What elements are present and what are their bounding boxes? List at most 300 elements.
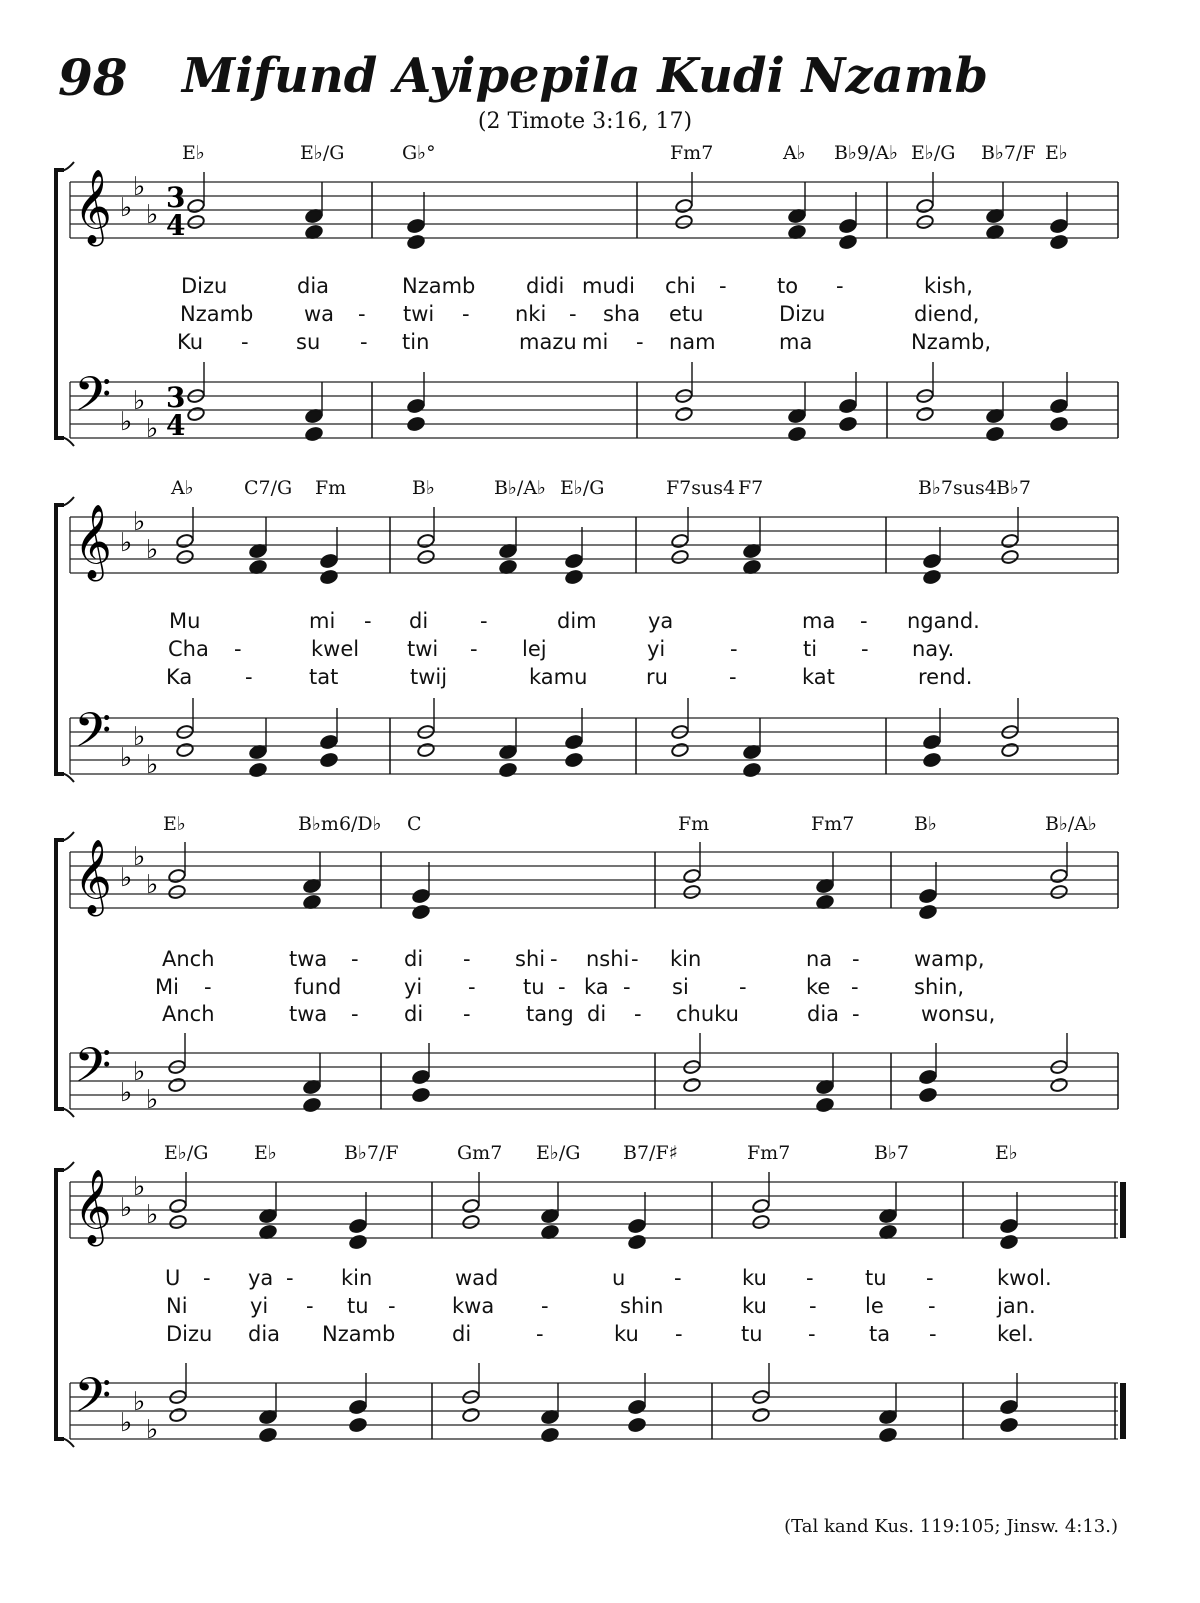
bass-note-head (1000, 1399, 1019, 1415)
lyric-hyphen: - (550, 947, 558, 971)
lyric-syllable: mudi (582, 274, 635, 298)
treble-clef-icon: 𝄞 (74, 170, 112, 244)
lyric-syllable: jan. (997, 1294, 1036, 1318)
chord-symbol: E♭/G (911, 142, 956, 164)
lyric-syllable: ta (869, 1322, 891, 1346)
bass-key-flat-icon: ♭ (146, 750, 159, 780)
treble-key-flat-icon: ♭ (146, 535, 159, 565)
chord-symbol: E♭/G (536, 1142, 581, 1164)
treble-note-head (683, 884, 702, 900)
lyric-syllable: mazu (519, 330, 577, 354)
lyric-hyphen: - (234, 637, 242, 661)
lyric-hyphen: - (730, 637, 738, 661)
bass-key-flat-icon: ♭ (120, 1408, 133, 1438)
lyric-hyphen: - (306, 1294, 314, 1318)
chord-symbol: C7/G (244, 477, 293, 499)
bass-note-head (1050, 1077, 1069, 1093)
bass-note-head (839, 398, 858, 414)
lyric-syllable: twa (289, 1002, 328, 1026)
treble-note-head (923, 553, 942, 569)
lyric-hyphen: - (926, 1266, 934, 1290)
bass-note-head (462, 1407, 481, 1423)
bass-note-head (839, 416, 858, 432)
treble-note-head (462, 1214, 481, 1230)
treble-key-flat-icon: ♭ (146, 1200, 159, 1230)
lyric-syllable: Anch (162, 947, 215, 971)
bass-note-head (349, 1399, 368, 1415)
lyric-syllable: Ni (166, 1294, 188, 1318)
treble-clef-icon: 𝄞 (74, 840, 112, 914)
lyric-syllable: Mi (155, 975, 179, 999)
treble-key-flat-icon: ♭ (120, 1193, 133, 1223)
lyric-hyphen: - (203, 1266, 211, 1290)
lyric-syllable: ke (806, 975, 831, 999)
bass-note-head (916, 406, 935, 422)
chord-symbol: B♭/A♭ (1045, 813, 1098, 835)
lyric-syllable: tat (309, 665, 339, 689)
bass-key-flat-icon: ♭ (146, 1415, 159, 1445)
chord-symbol: B♭7/F (981, 142, 1036, 164)
bass-key-flat-icon: ♭ (146, 414, 159, 444)
treble-note-head (916, 214, 935, 230)
bass-note-head (816, 1097, 835, 1113)
bass-note-head (919, 1087, 938, 1103)
chord-symbol: E♭/G (300, 142, 345, 164)
chord-symbol: B♭ (914, 813, 937, 835)
lyric-syllable: kwol. (997, 1266, 1052, 1290)
bass-note-head (412, 1069, 431, 1085)
bass-key-flat-icon: ♭ (133, 1387, 146, 1417)
lyric-hyphen: - (463, 947, 471, 971)
bass-note-head (1001, 742, 1020, 758)
lyric-syllable: shin (620, 1294, 664, 1318)
chord-symbol: Fm (678, 813, 710, 835)
bass-key-flat-icon: ♭ (133, 386, 146, 416)
bass-note-head (169, 1407, 188, 1423)
lyric-syllable: Nzamb, (911, 330, 992, 354)
bass-note-head (349, 1417, 368, 1433)
lyric-syllable: kish, (924, 274, 973, 298)
treble-note-head (752, 1198, 771, 1214)
lyric-hyphen: - (852, 947, 860, 971)
final-barline (1120, 1182, 1126, 1238)
treble-note-head (628, 1218, 647, 1234)
lyric-hyphen: - (536, 1322, 544, 1346)
chord-symbol: E♭ (995, 1142, 1018, 1164)
lyric-syllable: twa (289, 947, 328, 971)
time-signature-top: 3 (166, 181, 186, 214)
lyric-syllable: nki (515, 302, 547, 326)
lyric-syllable: rend. (918, 665, 973, 689)
lyric-syllable: mi (309, 609, 336, 633)
lyric-syllable: kin (341, 1266, 373, 1290)
lyric-hyphen: - (364, 609, 372, 633)
bass-note-head (412, 1087, 431, 1103)
lyric-syllable: ma (802, 609, 836, 633)
bass-note-head (923, 752, 942, 768)
lyric-syllable: su (296, 330, 321, 354)
lyric-hyphen: - (463, 1002, 471, 1026)
chord-symbol: B♭m6/D♭ (298, 813, 382, 835)
bass-note-head (683, 1077, 702, 1093)
system-4 (56, 1162, 1126, 1447)
treble-note-head (671, 549, 690, 565)
lyric-hyphen: - (860, 609, 868, 633)
chord-symbol: B♭ (412, 477, 435, 499)
lyric-syllable: nay. (912, 637, 955, 661)
lyric-syllable: ru (646, 665, 668, 689)
lyric-syllable: di (409, 609, 429, 633)
lyric-syllable: wad (455, 1266, 499, 1290)
treble-note-head (919, 888, 938, 904)
time-signature-bottom: 4 (166, 409, 186, 442)
treble-note-head (176, 533, 195, 549)
hymn-number: 98 (58, 48, 128, 107)
bass-note-head (986, 426, 1005, 442)
treble-note-head (1000, 1234, 1019, 1250)
lyric-syllable: diend, (914, 302, 980, 326)
lyric-syllable: ya (248, 1266, 274, 1290)
treble-key-flat-icon: ♭ (133, 1172, 146, 1202)
lyric-syllable: wonsu, (921, 1002, 996, 1026)
lyric-hyphen: - (852, 1002, 860, 1026)
treble-note-head (407, 218, 426, 234)
bass-note-head (305, 426, 324, 442)
bass-key-flat-icon: ♭ (146, 1085, 159, 1115)
treble-note-head (417, 533, 436, 549)
lyric-hyphen: - (351, 1002, 359, 1026)
bass-note-head (628, 1417, 647, 1433)
lyric-hyphen: - (636, 330, 644, 354)
treble-note-head (683, 868, 702, 884)
lyric-syllable: na (806, 947, 833, 971)
lyric-syllable: Cha (168, 637, 209, 661)
bass-note-head (671, 742, 690, 758)
lyric-hyphen: - (809, 1294, 817, 1318)
treble-key-flat-icon: ♭ (146, 200, 159, 230)
lyric-hyphen: - (851, 975, 859, 999)
bass-note-head (320, 752, 339, 768)
treble-key-flat-icon: ♭ (120, 863, 133, 893)
lyric-hyphen: - (480, 609, 488, 633)
chord-symbol: Gm7 (457, 1142, 503, 1164)
lyric-syllable: sha (603, 302, 641, 326)
treble-note-head (675, 198, 694, 214)
bass-clef-icon: 𝄢 (74, 702, 112, 770)
treble-key-flat-icon: ♭ (120, 193, 133, 223)
lyric-syllable: Ku (177, 330, 204, 354)
treble-clef-icon: 𝄞 (74, 1170, 112, 1244)
treble-note-head (462, 1198, 481, 1214)
treble-note-head (187, 198, 206, 214)
treble-key-flat-icon: ♭ (133, 507, 146, 537)
lyric-hyphen: - (351, 947, 359, 971)
lyric-syllable: Dizu (181, 274, 228, 298)
lyric-syllable: etu (669, 302, 704, 326)
system-bracket (56, 505, 64, 774)
lyric-syllable: kin (670, 947, 702, 971)
treble-note-head (628, 1234, 647, 1250)
treble-note-head (407, 234, 426, 250)
lyric-syllable: tu (347, 1294, 369, 1318)
chord-symbol: E♭ (1045, 142, 1068, 164)
lyric-syllable: twij (410, 665, 448, 689)
chord-symbol: F7 (738, 477, 764, 499)
lyric-syllable: didi (526, 274, 565, 298)
bass-note-head (259, 1427, 278, 1443)
lyric-hyphen: - (462, 302, 470, 326)
lyric-syllable: ti (803, 637, 818, 661)
treble-note-head (1000, 1218, 1019, 1234)
lyric-syllable: Nzamb (180, 302, 254, 326)
lyric-hyphen: - (245, 665, 253, 689)
chord-symbol: E♭ (163, 813, 186, 835)
lyric-syllable: ya (648, 609, 674, 633)
chord-symbol: B♭7/F (344, 1142, 399, 1164)
chord-symbol: Fm7 (670, 142, 714, 164)
treble-key-flat-icon: ♭ (133, 842, 146, 872)
lyric-syllable: wamp, (914, 947, 985, 971)
lyric-syllable: ma (779, 330, 813, 354)
treble-note-head (187, 214, 206, 230)
lyric-syllable: le (865, 1294, 884, 1318)
lyric-syllable: Dizu (779, 302, 826, 326)
bass-key-flat-icon: ♭ (120, 743, 133, 773)
bass-note-head (1050, 416, 1069, 432)
lyric-hyphen: - (569, 302, 577, 326)
lyric-syllable: wa (304, 302, 335, 326)
lyric-hyphen: - (558, 975, 566, 999)
treble-note-head (417, 549, 436, 565)
lyric-syllable: Ka (166, 665, 193, 689)
time-signature-top: 3 (166, 381, 186, 414)
lyric-syllable: di (452, 1322, 472, 1346)
lyric-syllable: tu (865, 1266, 887, 1290)
lyric-syllable: lej (522, 637, 547, 661)
lyric-hyphen: - (360, 330, 368, 354)
lyric-syllable: dia (297, 274, 330, 298)
lyric-syllable: kat (802, 665, 835, 689)
bass-note-head (320, 734, 339, 750)
treble-note-head (1050, 884, 1069, 900)
lyric-syllable: kel. (997, 1322, 1034, 1346)
lyric-syllable: kwa (452, 1294, 495, 1318)
lyric-hyphen: - (674, 1266, 682, 1290)
chord-symbol: C (407, 813, 422, 835)
treble-note-head (320, 553, 339, 569)
bass-note-head (249, 762, 268, 778)
lyric-hyphen: - (204, 975, 212, 999)
treble-note-head (176, 549, 195, 565)
chord-symbol: Fm7 (747, 1142, 791, 1164)
lyric-syllable: si (672, 975, 689, 999)
treble-note-head (675, 214, 694, 230)
treble-key-flat-icon: ♭ (146, 870, 159, 900)
bass-note-head (407, 398, 426, 414)
bass-note-head (743, 762, 762, 778)
lyric-hyphen: - (729, 665, 737, 689)
lyric-syllable: dia (248, 1322, 281, 1346)
lyric-hyphen: - (806, 1266, 814, 1290)
lyric-syllable: dia (807, 1002, 840, 1026)
lyric-syllable: u (612, 1266, 626, 1290)
lyric-hyphen: - (631, 947, 639, 971)
bass-note-head (752, 1407, 771, 1423)
lyric-hyphen: - (470, 637, 478, 661)
chord-symbol: Fm (315, 477, 347, 499)
lyric-hyphen: - (861, 637, 869, 661)
lyric-syllable: twi (403, 302, 435, 326)
treble-note-head (752, 1214, 771, 1230)
lyric-syllable: tang (526, 1002, 574, 1026)
bass-key-flat-icon: ♭ (133, 722, 146, 752)
lyric-syllable: yi (250, 1294, 269, 1318)
lyric-syllable: di (404, 947, 424, 971)
treble-note-head (1050, 234, 1069, 250)
lyric-hyphen: - (468, 975, 476, 999)
lyric-hyphen: - (388, 1294, 396, 1318)
footnote-reference: (Tal kand Kus. 119:105; Jinsw. 4:13.) (784, 1516, 1118, 1537)
bass-note-head (628, 1399, 647, 1415)
lyric-syllable: Nzamb (322, 1322, 396, 1346)
lyric-syllable: chi (665, 274, 696, 298)
lyric-hyphen: - (623, 975, 631, 999)
lyric-hyphen: - (358, 302, 366, 326)
lyric-syllable: fund (294, 975, 342, 999)
bass-note-head (303, 1097, 322, 1113)
bass-note-head (499, 762, 518, 778)
bass-note-head (788, 426, 807, 442)
treble-note-head (1001, 549, 1020, 565)
treble-note-head (169, 1198, 188, 1214)
system-bracket (56, 1170, 64, 1439)
treble-note-head (169, 1214, 188, 1230)
lyric-syllable: ku (614, 1322, 639, 1346)
lyric-hyphen: - (286, 1266, 294, 1290)
lyric-hyphen: - (634, 1002, 642, 1026)
treble-note-head (412, 904, 431, 920)
treble-note-head (168, 868, 187, 884)
treble-clef-icon: 𝄞 (74, 505, 112, 579)
lyric-syllable: Dizu (166, 1322, 213, 1346)
bass-key-flat-icon: ♭ (120, 407, 133, 437)
treble-note-head (1050, 868, 1069, 884)
lyric-syllable: ku (742, 1294, 767, 1318)
lyric-hyphen: - (675, 1322, 683, 1346)
bass-clef-icon: 𝄢 (74, 1367, 112, 1435)
bass-note-head (879, 1427, 898, 1443)
lyric-syllable: tu (741, 1322, 763, 1346)
lyric-syllable: tu (523, 975, 545, 999)
treble-key-flat-icon: ♭ (120, 528, 133, 558)
treble-note-head (1001, 533, 1020, 549)
lyric-syllable: twi (407, 637, 439, 661)
treble-note-head (919, 904, 938, 920)
bass-note-head (1000, 1417, 1019, 1433)
lyric-syllable: dim (557, 609, 597, 633)
lyric-syllable: Nzamb (402, 274, 476, 298)
lyric-syllable: shin, (914, 975, 965, 999)
lyric-syllable: shi (515, 947, 546, 971)
chord-symbol: E♭/G (164, 1142, 209, 1164)
chord-symbol: B♭7sus4 (918, 477, 997, 499)
bass-note-head (187, 406, 206, 422)
chord-symbol: Fm7 (811, 813, 855, 835)
treble-note-head (349, 1218, 368, 1234)
lyric-hyphen: - (836, 274, 844, 298)
lyric-syllable: kamu (529, 665, 588, 689)
lyric-syllable: nam (669, 330, 716, 354)
chord-symbol: E♭ (182, 142, 205, 164)
chord-symbol: E♭/G (560, 477, 605, 499)
treble-note-head (349, 1234, 368, 1250)
lyric-hyphen: - (808, 1322, 816, 1346)
lyric-hyphen: - (739, 975, 747, 999)
lyric-hyphen: - (541, 1294, 549, 1318)
bass-key-flat-icon: ♭ (133, 1057, 146, 1087)
lyric-hyphen: - (928, 1294, 936, 1318)
lyric-syllable: ku (742, 1266, 767, 1290)
bass-note-head (565, 734, 584, 750)
bass-note-head (919, 1069, 938, 1085)
lyric-syllable: ka (584, 975, 609, 999)
lyric-syllable: chuku (676, 1002, 739, 1026)
lyric-syllable: di (404, 1002, 424, 1026)
chord-symbol: B7/F♯ (623, 1142, 678, 1164)
lyric-syllable: kwel (311, 637, 360, 661)
lyric-syllable: yi (647, 637, 666, 661)
time-signature-bottom: 4 (166, 209, 186, 242)
scripture-reference: (2 Timote 3:16, 17) (477, 109, 693, 134)
bass-note-head (541, 1427, 560, 1443)
treble-note-head (412, 888, 431, 904)
treble-note-head (565, 553, 584, 569)
chord-symbol: B♭7 (996, 477, 1032, 499)
treble-note-head (320, 569, 339, 585)
chord-symbol: B♭9/A♭ (834, 142, 899, 164)
system-bracket (56, 840, 64, 1109)
lyric-syllable: di (587, 1002, 607, 1026)
chord-symbol: G♭° (402, 142, 436, 164)
chord-symbol: A♭ (171, 477, 194, 499)
treble-note-head (565, 569, 584, 585)
lyric-hyphen: - (719, 274, 727, 298)
lyric-hyphen: - (929, 1322, 937, 1346)
bass-note-head (407, 416, 426, 432)
treble-note-head (839, 218, 858, 234)
lyric-syllable: Mu (169, 609, 201, 633)
bass-note-head (923, 734, 942, 750)
chord-symbol: F7sus4 (666, 477, 736, 499)
final-barline (1120, 1383, 1126, 1439)
lyric-syllable: mi (582, 330, 609, 354)
system-2 (56, 497, 1118, 782)
bass-note-head (168, 1077, 187, 1093)
chord-symbol: B♭7 (874, 1142, 910, 1164)
system-bracket (56, 170, 64, 438)
lyric-syllable: ngand. (907, 609, 980, 633)
treble-note-head (923, 569, 942, 585)
chord-symbol: A♭ (783, 142, 806, 164)
bass-clef-icon: 𝄢 (74, 1037, 112, 1105)
bass-note-head (675, 406, 694, 422)
treble-note-head (168, 884, 187, 900)
chord-symbol: E♭ (254, 1142, 277, 1164)
lyric-syllable: yi (404, 975, 423, 999)
lyric-syllable: Anch (162, 1002, 215, 1026)
bass-note-head (1050, 398, 1069, 414)
lyric-hyphen: - (241, 330, 249, 354)
